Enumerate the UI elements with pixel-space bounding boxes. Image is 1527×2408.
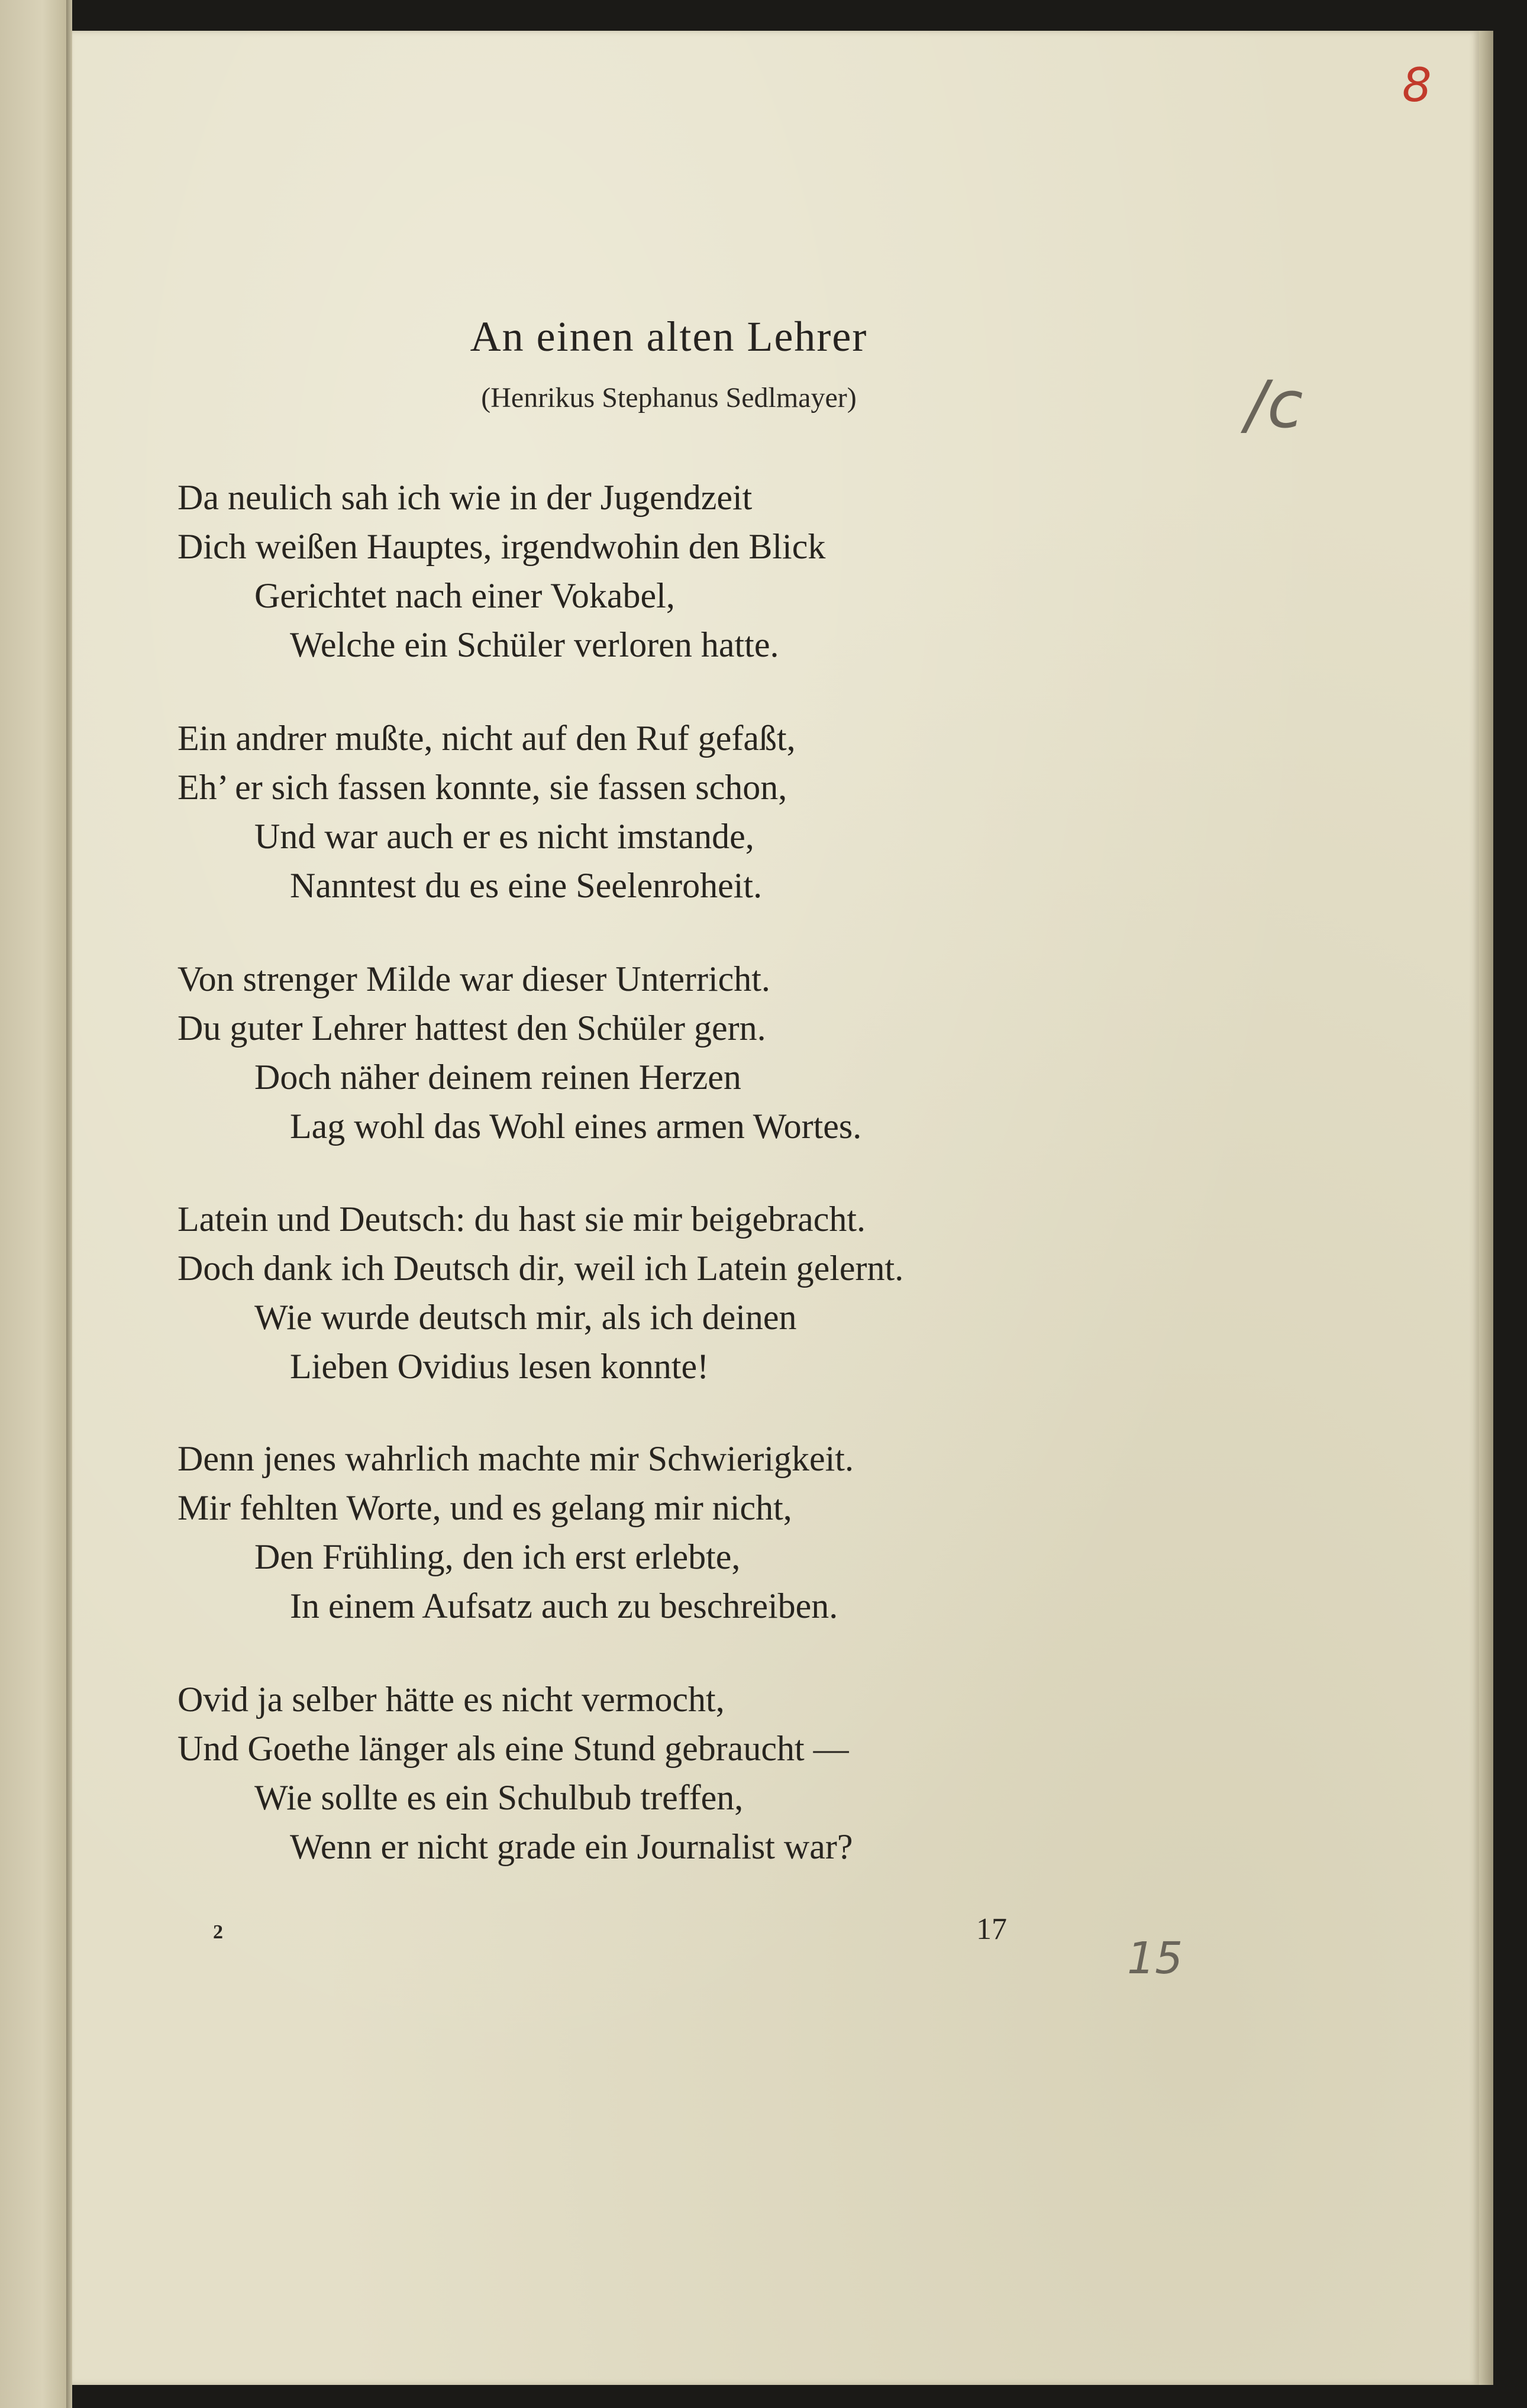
verse-line: Wie wurde deutsch mir, als ich deinen <box>254 1298 797 1337</box>
verse-line: Welche ein Schüler verloren hatte. <box>290 625 779 664</box>
signature-mark: 2 <box>213 1921 223 1943</box>
stanza-4 <box>172 1195 1118 1391</box>
page-number: 17 <box>976 1912 1007 1946</box>
verse-line: Denn jenes wahrlich machte mir Schwierigkeit. <box>177 1439 854 1478</box>
verse-line: Den Frühling, den ich erst erlebte, <box>254 1537 741 1576</box>
verse-line: Und war auch er es nicht imstande, <box>254 817 754 856</box>
verse-line: In einem Aufsatz auch zu beschreiben. <box>290 1586 838 1625</box>
verse-line: Du guter Lehrer hattest den Schüler gern. <box>177 1009 766 1048</box>
verse-line: Ein andrer mußte, nicht auf den Ruf gefaßt, <box>177 719 796 758</box>
red-folio-annotation: 8 <box>1402 59 1432 112</box>
pencil-section-annotation: /c <box>1245 367 1303 442</box>
stanza-2 <box>172 714 1118 910</box>
verse-line: Mir fehlten Worte, und es gelang mir nicht, <box>177 1488 792 1527</box>
verse-line: Und Goethe länger als eine Stund gebraucht — <box>177 1729 849 1768</box>
verse-line: Wie sollte es ein Schulbub treffen, <box>254 1778 744 1817</box>
verse-line: Eh’ er sich fassen konnte, sie fassen schon, <box>177 768 787 807</box>
pencil-number-annotation: 15 <box>1127 1933 1183 1984</box>
verse-line: Doch dank ich Deutsch dir, weil ich Latein gelernt. <box>177 1249 904 1288</box>
stanza-6 <box>172 1675 1118 1872</box>
verse-line: Dich weißen Hauptes, irgendwohin den Blick <box>177 527 826 566</box>
poem-title: An einen alten Lehrer <box>470 313 868 360</box>
stanza-5 <box>172 1434 1118 1631</box>
verse-line: Lag wohl das Wohl eines armen Wortes. <box>290 1107 862 1146</box>
verse-line: Wenn er nicht grade ein Journalist war? <box>290 1827 853 1866</box>
stanza-1 <box>172 473 1118 670</box>
stanza-3 <box>172 955 1118 1151</box>
verse-line: Ovid ja selber hätte es nicht vermocht, <box>177 1680 725 1719</box>
verse-line: Latein und Deutsch: du hast sie mir beigebracht. <box>177 1200 866 1239</box>
verse-line: Doch näher deinem reinen Herzen <box>254 1058 741 1097</box>
verse-line: Lieben Ovidius lesen konnte! <box>290 1347 709 1386</box>
verse-line: Von strenger Milde war dieser Unterricht. <box>177 959 770 998</box>
verse-line: Nanntest du es eine Seelenroheit. <box>290 866 763 905</box>
verse-line: Da neulich sah ich wie in der Jugendzeit <box>177 478 753 517</box>
verse-line: Gerichtet nach einer Vokabel, <box>254 576 675 615</box>
poem-subtitle: (Henrikus Stephanus Sedlmayer) <box>481 382 857 413</box>
